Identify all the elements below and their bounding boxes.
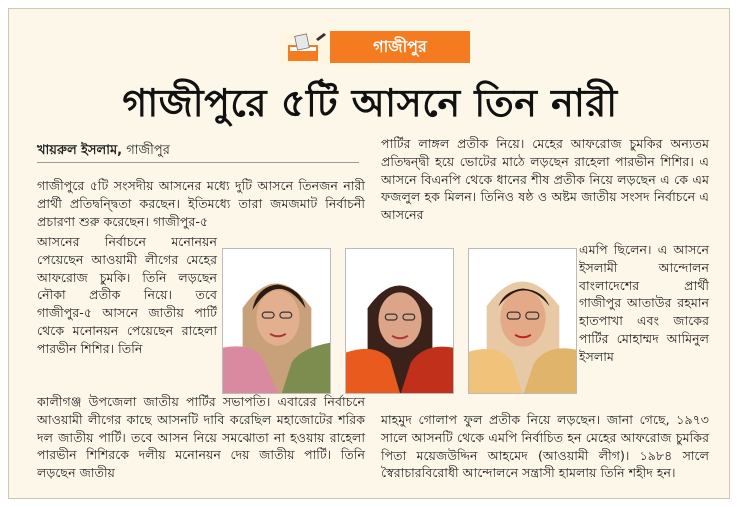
article-paragraph: কালীগঞ্জ উপজেলা জাতীয় পার্টির সভাপতি। এবারের নির্বাচনে আওয়ামী লীগের কাছে আসনটি দাবি করেছিল মহাজোটের শরিক দল জাতীয় পার্টি। তবে আসন নিয়ে সমঝোতা না হওয়ায় রাহেলা পারভীন শিশিরকে দলীয় মনোনয়ন দেয় জাতীয় পার্টি। তিনি লড়ছেন জাতীয় [37, 394, 365, 481]
headline: গাজীপুরে ৫টি আসনে তিন নারী [122, 81, 618, 125]
article-paragraph: এমপি ছিলেন। এ আসনে ইসলামী আন্দোলন বাংলাদেশের প্রার্থী গাজীপুর আতাউর রহমান হাতপাখা এবং জাকের পার্টির মোহাম্মদ আমিনুল ইসলাম [579, 242, 709, 364]
newspaper-clipping [8, 8, 730, 499]
candidate-photo-2 [345, 248, 454, 394]
article-column-right-bottom [381, 411, 709, 482]
byline-author: খায়রুল ইসলাম, [37, 143, 123, 158]
ballot-box-icon [280, 31, 330, 63]
candidate-photo-1 [222, 248, 331, 394]
article-column-right-narrow [579, 241, 709, 366]
section-label: গাজীপুর [330, 31, 470, 63]
candidate-photo-3 [468, 248, 577, 394]
byline-divider [37, 162, 359, 163]
byline [37, 142, 170, 159]
article-paragraph: গাজীপুরে ৫টি সংসদীয় আসনের মধ্যে দুটি আসনে তিনজন নারী প্রার্থী প্রতিদ্বন্দ্বিতা করছেন। ইতিমধ্যে তারা জমজমাট নির্বাচনী প্রচারণা শুরু করেছেন। গাজীপুর-৫ [37, 178, 365, 229]
article-paragraph: মাহমুদ গোলাপ ফুল প্রতীক নিয়ে লড়ছেন। জানা গেছে, ১৯৭৩ সালে আসনটি থেকে এমপি নির্বাচিত হন মেহের আফরোজ চুমকির পিতা ময়েজউদ্দিন আহমেদ (আওয়ামী লীগ)। ১৯৮৪ সালে স্বৈরাচারবিরোধী আন্দোলনে সন্ত্রাসী হামলায় তিনি শহীদ হন। [381, 412, 709, 481]
article-column-left-narrow [37, 233, 217, 358]
article-paragraph: পার্টির লাঙ্গল প্রতীক নিয়ে। মেহের আফরোজ চুমকির অন্যতম প্রতিদ্বন্দ্বী হয়ে ভোটের মাঠে লড়ছেন রাহেলা পারভীন শিশির। এ আসনে বিএনপি থেকে ধানের শীষ প্রতীক নিয়ে লড়ছেন এ কে এম ফজলুল হক মিলন। তিনিও ষষ্ঠ ও অষ্টম জাতীয় সংসদ নির্বাচনে এ আসনের [381, 136, 709, 223]
article-column-right-top [381, 135, 709, 224]
section-badge [280, 31, 470, 63]
article-paragraph: আসনের নির্বাচনে মনোনয়ন পেয়েছেন আওয়ামী লীগের মেহের আফরোজ চুমকি। তিনি লড়ছেন নৌকা প্রতীক নিয়ে। তবে গাজীপুর-৫ আসনে জাতীয় পার্টি থেকে মনোনয়ন পেয়েছেন রাহেলা পারভীন শিশির। তিনি [37, 234, 217, 356]
byline-place: গাজীপুর [126, 143, 170, 158]
article-column-left-bottom [37, 393, 365, 482]
article-column-left-top [37, 177, 365, 230]
